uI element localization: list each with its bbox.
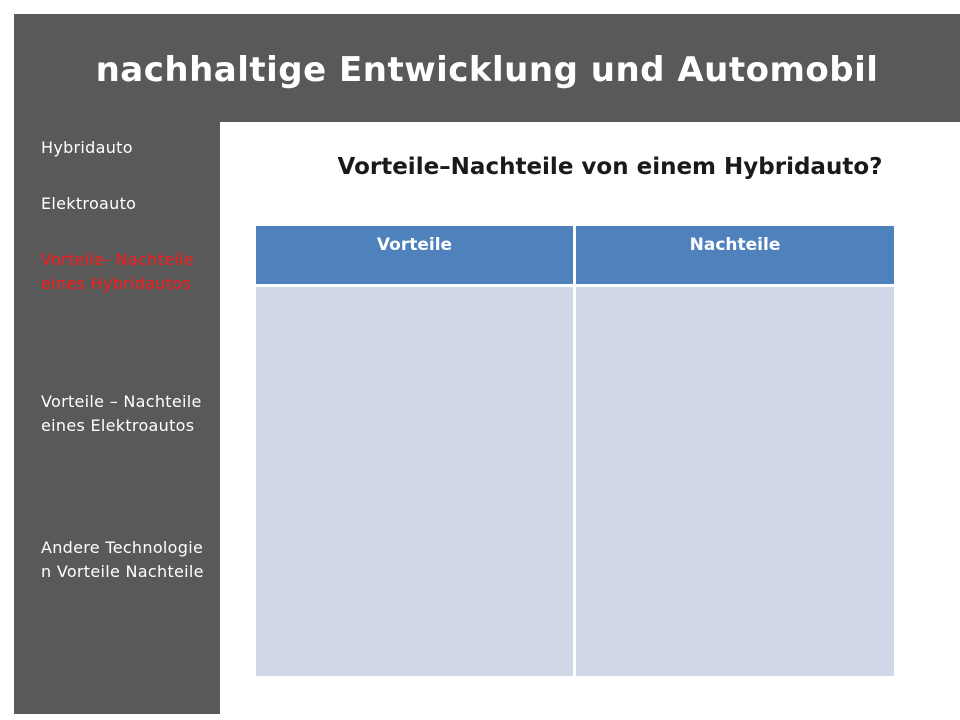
header-bar bbox=[14, 14, 960, 122]
sidebar-item-elektroauto[interactable]: Elektroauto bbox=[41, 194, 137, 213]
comparison-table bbox=[256, 226, 894, 676]
table-header-vorteile: Vorteile bbox=[256, 226, 573, 284]
sidebar bbox=[14, 122, 220, 714]
table-cell-vorteile[interactable] bbox=[256, 287, 573, 676]
content-title: Vorteile–Nachteile von einem Hybridauto? bbox=[337, 154, 883, 180]
sidebar-item-andere-technologien[interactable]: Andere Technologie n Vorteile Nachteile bbox=[41, 538, 204, 581]
table-cell-nachteile[interactable] bbox=[576, 287, 894, 676]
sidebar-item-vorteile-nachteile-hybrid[interactable]: Vorteile- Nachteile eines Hybridautos bbox=[41, 250, 195, 293]
table-header-nachteile: Nachteile bbox=[576, 226, 894, 284]
sidebar-item-vorteile-nachteile-elektro[interactable]: Vorteile – Nachteile eines Elektroautos bbox=[41, 392, 202, 435]
page-title: nachhaltige Entwicklung und Automobil bbox=[95, 50, 879, 90]
sidebar-item-hybridauto[interactable]: Hybridauto bbox=[41, 138, 133, 157]
